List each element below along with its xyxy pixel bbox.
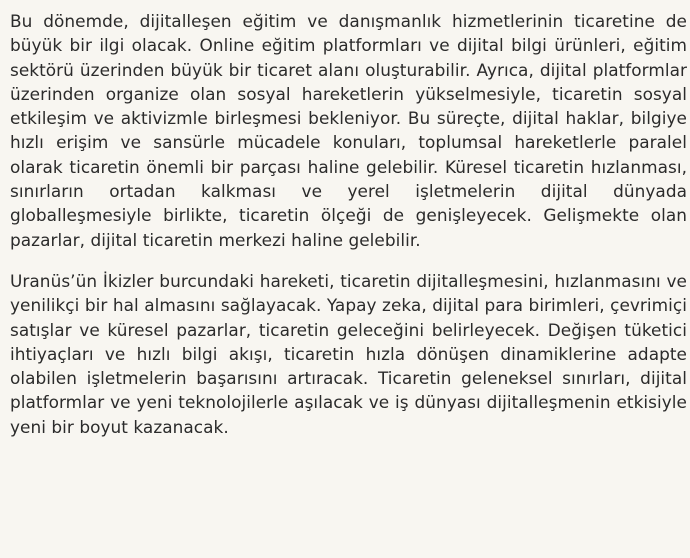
- article-paragraph: Bu dönemde, dijitalleşen eğitim ve danışmanlık hizmetlerinin ticaretine de büyük bir ilgi olacak. Online eğitim platformları ve dijital bilgi ürünleri, eğitim sektörü üzerinden büyük bir ticaret alanı oluşturabilir. Ayrıca, dijital platformlar üzerinden organize olan sosyal hareketlerin yükselmesiyle, ticaretin sosyal etkileşim ve aktivizmle birleşmesi bekleniyor. Bu süreçte, dijital haklar, bilgiye hızlı erişim ve sansürle mücadele konuları, toplumsal hareketlerle paralel olarak ticaretin önemli bir parçası haline gelebilir. Küresel ticaretin hızlanması, sınırların ortadan kalkması ve yerel işletmelerin dijital dünyada globalleşmesiyle birlikte, ticaretin ölçeği de genişleyecek. Gelişmekte olan pazarlar, dijital ticaretin merkezi haline gelebilir.: [10, 11, 687, 250]
- article-paragraph: Uranüs’ün İkizler burcundaki hareketi, ticaretin dijitalleşmesini, hızlanmasını ve yenilikçi bir hal almasını sağlayacak. Yapay zeka, dijital para birimleri, çevrimiçi satışlar ve küresel pazarlar, ticaretin geleceğini belirleyecek. Değişen tüketici ihtiyaçları ve hızlı bilgi akışı, ticaretin hızla dönüşen dinamiklerine adapte olabilen işletmelerin başarısını artıracak. Ticaretin geleneksel sınırları, dijital platformlar ve yeni teknolojilerle aşılacak ve iş dünyası dijitalleşmenin etkisiyle yeni bir boyut kazanacak.: [10, 270, 687, 437]
